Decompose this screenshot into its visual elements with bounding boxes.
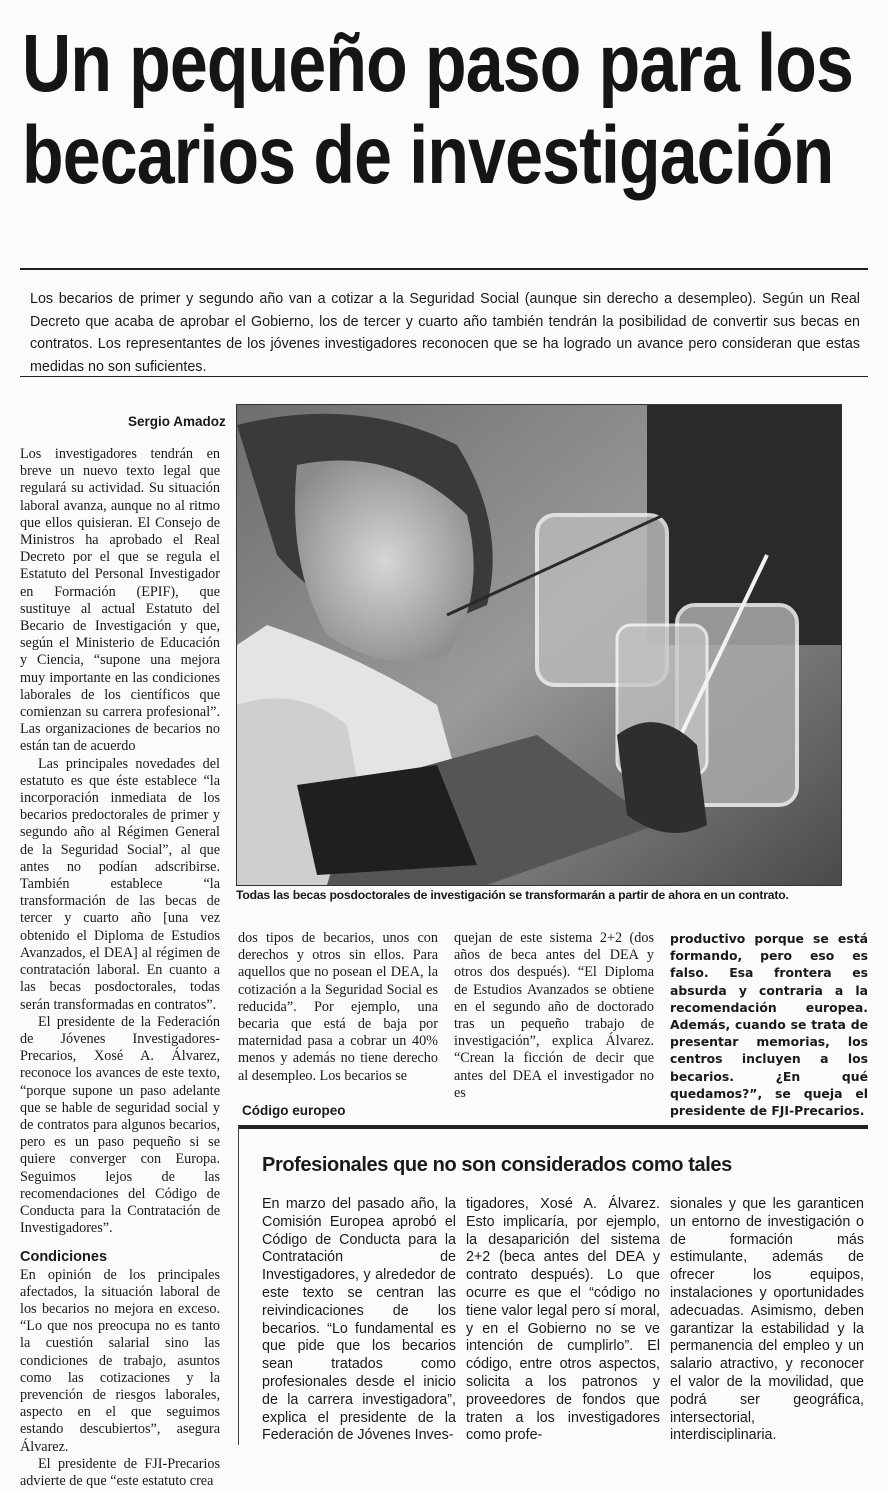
body-paragraph: Los investigadores tendrán en breve un nuevo texto legal que regulará su actividad. Su situación laboral avanza, aunque no al ritmo que ellos quisieran. El Consejo de Ministros ha aprobado el Real Decreto por el que se regula el Estatuto del Personal Investigador en Formación (EPIF), que sustituye al actual Estatuto del Becario de Investigación y que, según el Ministerio de Educación y Ciencia, “supone una mejora muy importante en las condiciones laborales de los científicos que comienzan su carrera profesional”. Las organizaciones de becarios no están tan de acuerdo	[20, 446, 220, 755]
body-column-1	[20, 446, 220, 1490]
photo-caption: Todas las becas posdoctorales de investigación se transformarán a partir de ahora en un contrato.	[236, 888, 789, 902]
sidebar-column-1: En marzo del pasado año, la Comisión Europea aprobó el Código de Conducta para la Contratación de Investigadores, y alrededor de este texto se centran las reivindicaciones de los becarios. “Lo fundamental es que pide que los becarios sean tratados como profesionales desde el inicio de la carrera investigadora”, explica el presidente de la Federación de Jóvenes Inves-	[262, 1196, 456, 1444]
lead-rule	[20, 376, 868, 377]
body-column-4: productivo porque se está formando, pero eso es falso. Esa frontera es absurda y contraria a la recomendación europea. Además, cuando se trata de presentar memorias, los centros incluyen a los becarios. ¿En qué quedamos?”, se queja el presidente de FJI-Precarios.	[670, 931, 868, 1119]
body-column-3: quejan de este sistema 2+2 (dos años de beca antes del DEA y otros dos después). “El Diploma de Estudios Avanzados se obtiene en el segundo año de doctorado tras un pequeño trabajo de investigación”, explica Álvarez. “Crean la ficción de decir que antes del DEA el investigador no es	[454, 930, 654, 1101]
body-paragraph: El presidente de la Federación de Jóvenes Investigadores-Precarios, Xosé A. Álvarez, reconoce los avances de este texto, “porque supone un paso adelante que se hable de seguridad social y de contratos para algunos becarios, pero es un paso pequeño si se quiere converger con Europa. Seguimos lejos de las recomendaciones del Código de Conducta para la Contratación de Investigadores”.	[20, 1013, 220, 1237]
body-paragraph: Las principales novedades del estatuto es que éste establece “la incorporación inmediata de los becarios predoctorales de primer y segundo año al Régimen General de la Seguridad Social”, al que antes no podían adscribirse. También establece “la transformación de las becas de tercer y cuarto año [una vez obtenido el Diploma de Estudios Avanzados, el DEA] al régimen de contratación laboral. En cuanto a las becas posdoctorales, todas serán transformadas en contratos”.	[20, 755, 220, 1013]
headline-line-1: Un pequeño paso para los	[22, 18, 853, 109]
researcher-photo-illustration	[237, 405, 841, 885]
body-paragraph: El presidente de FJI-Precarios advierte de que “este estatuto crea	[20, 1455, 220, 1489]
headline	[22, 18, 853, 202]
body-paragraph: En opinión de los principales afectados, la situación laboral de los becarios no mejora en exceso. “Lo que nos preocupa no es tanto la cuestión salarial sino las condiciones de trabajo, asuntos como las cotizaciones y la prevención de riesgos laborales, aspecto en el que seguimos estando descubiertos”, asegura Álvarez.	[20, 1266, 220, 1455]
headline-line-2: becarios de investigación	[22, 110, 834, 201]
article-photo	[236, 404, 842, 886]
section-label-codigo-europeo: Código europeo	[242, 1103, 346, 1118]
byline: Sergio Amadoz	[128, 414, 226, 429]
sidebar-column-2: tigadores, Xosé A. Álvarez. Esto implicaría, por ejemplo, la desaparición del sistema 2+2 (beca antes del DEA y contrato después). Lo que ocurre es que el “código no tiene valor legal pero sí moral, y en el Gobierno no se ve intención de cumplirlo”. El código, entre otros aspectos, solicita a los patronos y proveedores de fondos que traten a los investigadores como profe-	[466, 1196, 660, 1444]
sidebar-left-rule	[238, 1125, 239, 1445]
sidebar-column-3: sionales y que les garanticen un entorno de investigación o de formación más estimulante, además de ofrecer los equipos, instalaciones y oportunidades adecuadas. Asimismo, deben garantizar la estabilidad y la permanencia del empleo y un salario atractivo, y reconocer el valor de la movilidad, que podrá ser geográfica, intersectorial, interdisciplinaria.	[670, 1196, 864, 1444]
subhead-condiciones: Condiciones	[20, 1249, 108, 1266]
sidebar-title: Profesionales que no son considerados como tales	[262, 1154, 732, 1176]
lead-paragraph: Los becarios de primer y segundo año van a cotizar a la Seguridad Social (aunque sin derecho a desempleo). Según un Real Decreto que acaba de aprobar el Gobierno, los de tercer y cuarto año también tendrán la posibilidad de convertir sus becas en contratos. Los representantes de los jóvenes investigadores reconocen que se ha logrado un avance pero consideran que estas medidas no son suficientes.	[30, 291, 860, 375]
sidebar-top-rule	[238, 1125, 868, 1129]
headline-rule	[20, 268, 868, 270]
body-column-2: dos tipos de becarios, unos con derechos y otros sin ellos. Para aquellos que no posean el DEA, la cotización a la Seguridad Social es reducida”. Por ejemplo, una becaria que está de baja por maternidad pasa a cobrar un 40% menos y además no tiene derecho al desempleo. Los becarios se	[238, 930, 438, 1084]
